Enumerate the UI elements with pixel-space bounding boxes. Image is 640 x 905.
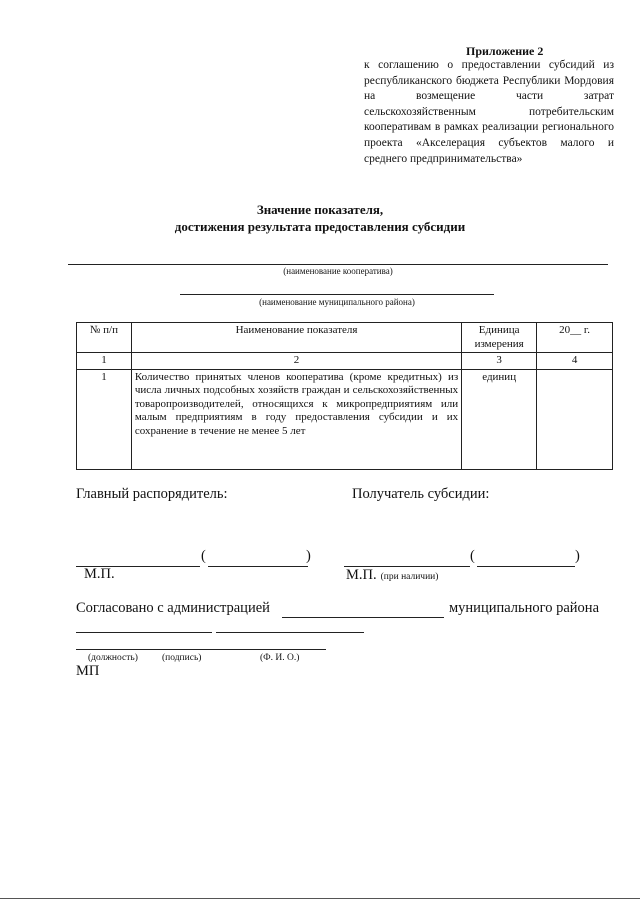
approval-signature-line[interactable]	[216, 632, 364, 633]
indicator-unit: единиц	[462, 369, 537, 469]
recipient-label: Получатель субсидии:	[352, 486, 490, 502]
column-number: 2	[131, 353, 461, 370]
distributor-mp: М.П.	[84, 566, 115, 582]
paren-open: (	[470, 548, 475, 564]
table-row	[77, 369, 613, 469]
paren-close: )	[306, 548, 311, 564]
paren-open: (	[201, 548, 206, 564]
indicator-name: Количество принятых членов кооператива (кроме кредитных) из числа личных подсобных хозяйств граждан и сельскохозяйственных товаропроизводителей, относящихся к микропредприятиям или малым предприятиям в году предоставления субсидии и их сохранение в течение не менее 5 лет	[131, 369, 461, 469]
column-number: 1	[77, 353, 132, 370]
header-cell: Единица измерения	[462, 323, 537, 353]
indicator-value[interactable]	[537, 369, 613, 469]
recipient-mp-note: (при наличии)	[380, 572, 439, 582]
caption-position: (должность)	[88, 653, 138, 663]
table-number-row	[77, 353, 613, 370]
caption-name: (Ф. И. О.)	[260, 653, 300, 663]
document-title-line1: Значение показателя,	[256, 202, 384, 217]
district-caption: (наименование муниципального района)	[259, 297, 415, 307]
distributor-label: Главный распорядитель:	[76, 486, 228, 502]
approval-position-line[interactable]	[76, 632, 212, 633]
approval-name-line[interactable]	[76, 649, 326, 650]
approval-administration-line[interactable]	[282, 617, 444, 618]
paren-close: )	[575, 548, 580, 564]
row-number: 1	[77, 369, 132, 469]
recipient-mp-block	[346, 566, 438, 584]
approval-prefix: Согласовано с администрацией	[76, 600, 270, 616]
cooperative-caption: (наименование кооператива)	[283, 266, 393, 276]
header-cell: 20__ г.	[537, 323, 613, 353]
cooperative-name-line	[68, 264, 608, 265]
annex-title: Приложение 2	[466, 44, 544, 58]
recipient-name-line[interactable]	[477, 566, 575, 567]
page-bottom-rule	[0, 898, 640, 899]
distributor-name-line[interactable]	[208, 566, 308, 567]
column-number: 4	[537, 353, 613, 370]
indicator-table	[76, 322, 613, 470]
approval-suffix: муниципального района	[449, 600, 599, 616]
annex-text: к соглашению о предоставлении субсидий из республиканского бюджета Республики Мордовия на возмещение части затрат сельскохозяйственным потребительским кооперативам в рамках реализации регионального проекта «Акселерация субъектов малого и среднего предпринимательства»	[364, 59, 614, 165]
header-cell: № п/п	[77, 323, 132, 353]
header-cell: Наименование показателя	[131, 323, 461, 353]
caption-signature: (подпись)	[162, 653, 202, 663]
column-number: 3	[462, 353, 537, 370]
table-header-row	[77, 323, 613, 353]
recipient-mp: М.П.	[346, 567, 377, 583]
approval-mp: МП	[76, 663, 100, 679]
district-name-line	[180, 294, 494, 295]
document-title-line2: достижения результата предоставления субсидии	[174, 219, 466, 234]
